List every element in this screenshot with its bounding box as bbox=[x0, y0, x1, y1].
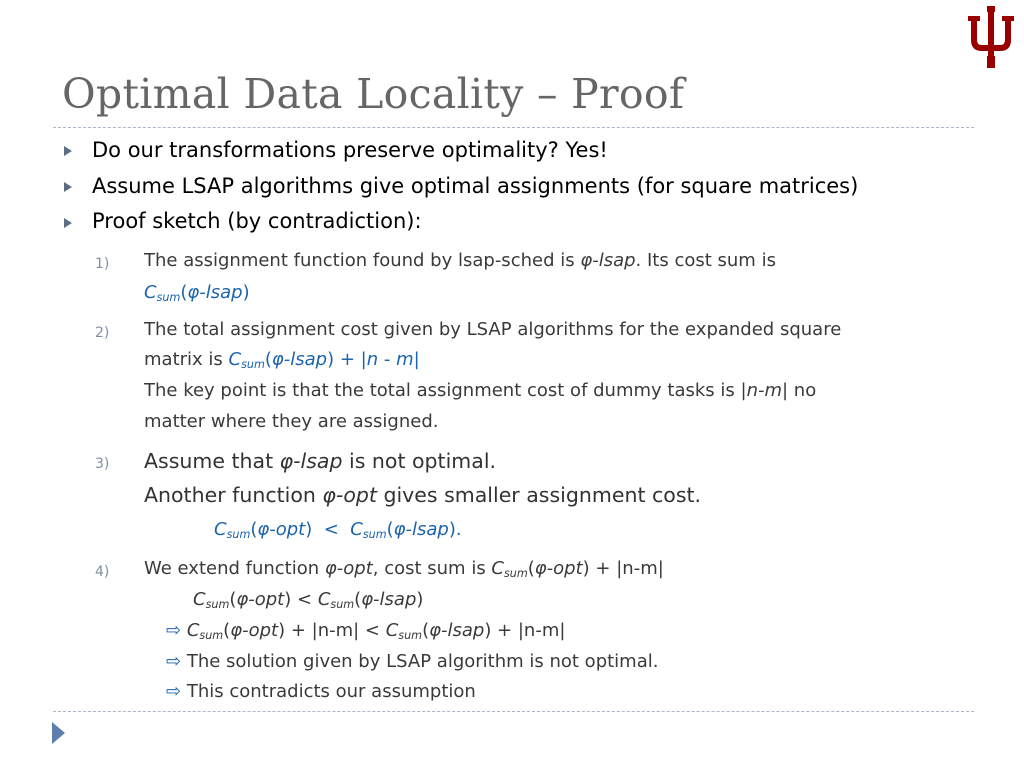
step-3-line-1: Assume that φ-lsap is not optimal. bbox=[144, 449, 497, 473]
step-4-line-4: ⇨ The solution given by LSAP algorithm is not optimal. bbox=[166, 651, 659, 672]
step-4-line-3: ⇨ Csum(φ-opt) + |n-m| < Csum(φ-lsap) + |n-m| bbox=[166, 620, 566, 642]
footer-divider bbox=[53, 711, 974, 712]
next-slide-triangle-icon[interactable] bbox=[52, 722, 65, 744]
step-number: 3) bbox=[95, 456, 110, 472]
white-right-arrow-icon: ⇨ bbox=[166, 620, 182, 641]
bullet-item: Proof sketch (by contradiction): bbox=[92, 209, 422, 233]
step-2-line-1: The total assignment cost given by LSAP algorithms for the expanded square bbox=[144, 319, 842, 340]
step-3-formula: Csum(φ-opt) < Csum(φ-lsap). bbox=[214, 519, 462, 541]
triangle-bullet-icon bbox=[64, 218, 72, 228]
step-2-line-4: matter where they are assigned. bbox=[144, 411, 439, 432]
step-1-line-1: The assignment function found by lsap-sched is φ-lsap. Its cost sum is bbox=[144, 250, 776, 271]
white-right-arrow-icon: ⇨ bbox=[166, 681, 182, 702]
indiana-university-trident-logo bbox=[966, 6, 1016, 68]
bullet-item: Do our transformations preserve optimality? Yes! bbox=[92, 138, 608, 162]
step-number: 1) bbox=[95, 256, 110, 272]
slide-title: Optimal Data Locality – Proof bbox=[62, 70, 685, 118]
triangle-bullet-icon bbox=[64, 182, 72, 192]
step-3-line-2: Another function φ-opt gives smaller assignment cost. bbox=[144, 483, 702, 507]
bullet-item: Assume LSAP algorithms give optimal assignments (for square matrices) bbox=[92, 174, 859, 198]
title-divider bbox=[53, 127, 974, 128]
white-right-arrow-icon: ⇨ bbox=[166, 651, 182, 672]
triangle-bullet-icon bbox=[64, 146, 72, 156]
step-4-line-5: ⇨ This contradicts our assumption bbox=[166, 681, 476, 702]
step-4-line-2: Csum(φ-opt) < Csum(φ-lsap) bbox=[193, 589, 424, 611]
step-2-line-3: The key point is that the total assignment cost of dummy tasks is |n-m| no bbox=[144, 380, 817, 401]
step-number: 2) bbox=[95, 325, 110, 341]
step-4-line-1: We extend function φ-opt, cost sum is Csum(φ-opt) + |n-m| bbox=[144, 558, 664, 580]
step-1-formula: Csum(φ-lsap) bbox=[144, 282, 250, 304]
step-2-line-2: matrix is Csum(φ-lsap) + |n - m| bbox=[144, 349, 420, 371]
step-number: 4) bbox=[95, 564, 110, 580]
